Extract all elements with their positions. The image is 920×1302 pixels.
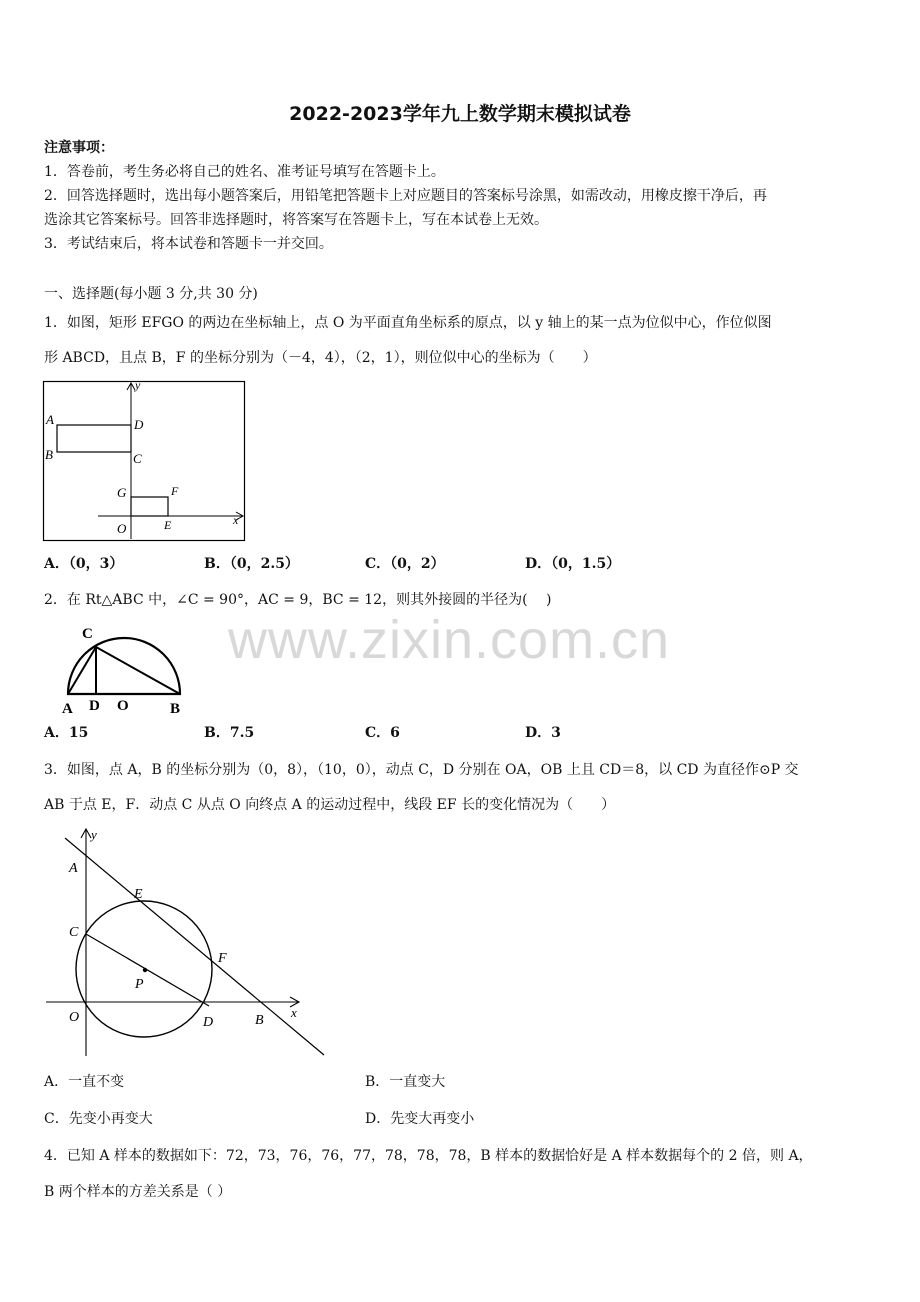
q1-label-D: D <box>134 417 144 432</box>
q2-option-b: B．7.5 <box>204 725 255 741</box>
notice-item-3: 3．考试结束后，将本试卷和答题卡一并交回。 <box>44 236 333 252</box>
q2-option-a: A．15 <box>44 725 89 741</box>
q2-label-B: B <box>170 701 181 717</box>
q1-option-d: D．（0，1.5） <box>525 556 621 572</box>
q4-stem-line2: B 两个样本的方差关系是（ ） <box>44 1184 232 1200</box>
q1-label-C: C <box>133 451 142 466</box>
notice-heading: 注意事项： <box>44 140 114 156</box>
q2-label-O: O <box>117 698 129 714</box>
q1-label-O: O <box>117 521 127 536</box>
q1-label-F: F <box>171 484 179 498</box>
q3-label-x: x <box>291 1005 297 1020</box>
q3-stem-line2: AB 于点 E，F．动点 C 从点 O 向终点 A 的运动过程中，线段 EF 长的变化情况为（ ） <box>44 797 616 813</box>
q3-label-F: F <box>218 951 227 966</box>
watermark: www.zixin.com.cn <box>228 610 671 670</box>
q1-option-a: A．（0，3） <box>44 556 124 572</box>
notice-item-1: 1．答卷前，考生务必将自己的姓名、准考证号填写在答题卡上。 <box>44 164 445 180</box>
q2-figure <box>58 622 188 717</box>
q3-label-y: y <box>91 827 97 842</box>
notice-item-2: 2．回答选择题时，选出每小题答案后，用铅笔把答题卡上对应题目的答案标号涂黑，如需改动，用橡皮擦干净后，再 <box>44 188 767 204</box>
q3-label-A: A <box>69 861 78 876</box>
q3-stem-line1: 3．如图，点 A，B 的坐标分别为（0，8），（10，0），动点 C，D 分别在 OA，OB 上且 CD＝8，以 CD 为直径作⊙P 交 <box>44 762 799 778</box>
q1-figure <box>43 378 245 541</box>
q3-option-d: D．先变大再变小 <box>365 1111 475 1127</box>
q2-option-d: D．3 <box>525 725 561 741</box>
q3-option-b: B．一直变大 <box>365 1074 446 1090</box>
q3-option-c: C．先变小再变大 <box>44 1111 153 1127</box>
q1-label-G: G <box>117 485 127 500</box>
q2-label-C: C <box>82 626 93 642</box>
page-title: 2022-2023学年九上数学期末模拟试卷 <box>289 103 631 125</box>
q3-label-O: O <box>69 1010 80 1025</box>
q1-label-y: y <box>135 378 141 392</box>
q3-label-B: B <box>255 1013 264 1028</box>
q4-stem-line1: 4．已知 A 样本的数据如下：72，73，76，76，77，78，78，78，B 样本的数据恰好是 A 样本数据每个的 2 倍，则 A， <box>44 1148 813 1164</box>
q3-label-C: C <box>69 925 79 940</box>
q2-option-c: C．6 <box>365 725 400 741</box>
q1-stem-line2: 形 ABCD，且点 B，F 的坐标分别为（－4，4），（2，1），则位似中心的坐标为（ ） <box>44 350 597 366</box>
q3-option-a: A．一直不变 <box>44 1074 125 1090</box>
q1-label-B: B <box>45 447 53 462</box>
q3-label-D: D <box>203 1015 214 1030</box>
q2-label-A: A <box>62 701 73 717</box>
q1-label-A: A <box>46 412 54 427</box>
q3-figure <box>43 826 333 1058</box>
q1-label-x: x <box>233 513 239 527</box>
q3-label-P: P <box>135 977 144 992</box>
q2-stem: 2．在 Rt△ABC 中，∠C = 90°，AC = 9，BC = 12，则其外接圆的半径为( ) <box>44 592 552 608</box>
q1-option-c: C．（0，2） <box>365 556 445 572</box>
q1-stem-line1: 1．如图，矩形 EFGO 的两边在坐标轴上，点 O 为平面直角坐标系的原点，以 y 轴上的某一点为位似中心，作位似图 <box>44 315 772 331</box>
q1-label-E: E <box>164 518 172 532</box>
q1-option-b: B．（0，2.5） <box>204 556 299 572</box>
q2-label-D: D <box>89 698 100 714</box>
section-heading: 一、选择题(每小题 3 分,共 30 分) <box>44 286 258 302</box>
notice-item-2-cont: 选涂其它答案标号。回答非选择题时，将答案写在答题卡上，写在本试卷上无效。 <box>44 212 548 228</box>
q3-label-E: E <box>134 887 143 902</box>
